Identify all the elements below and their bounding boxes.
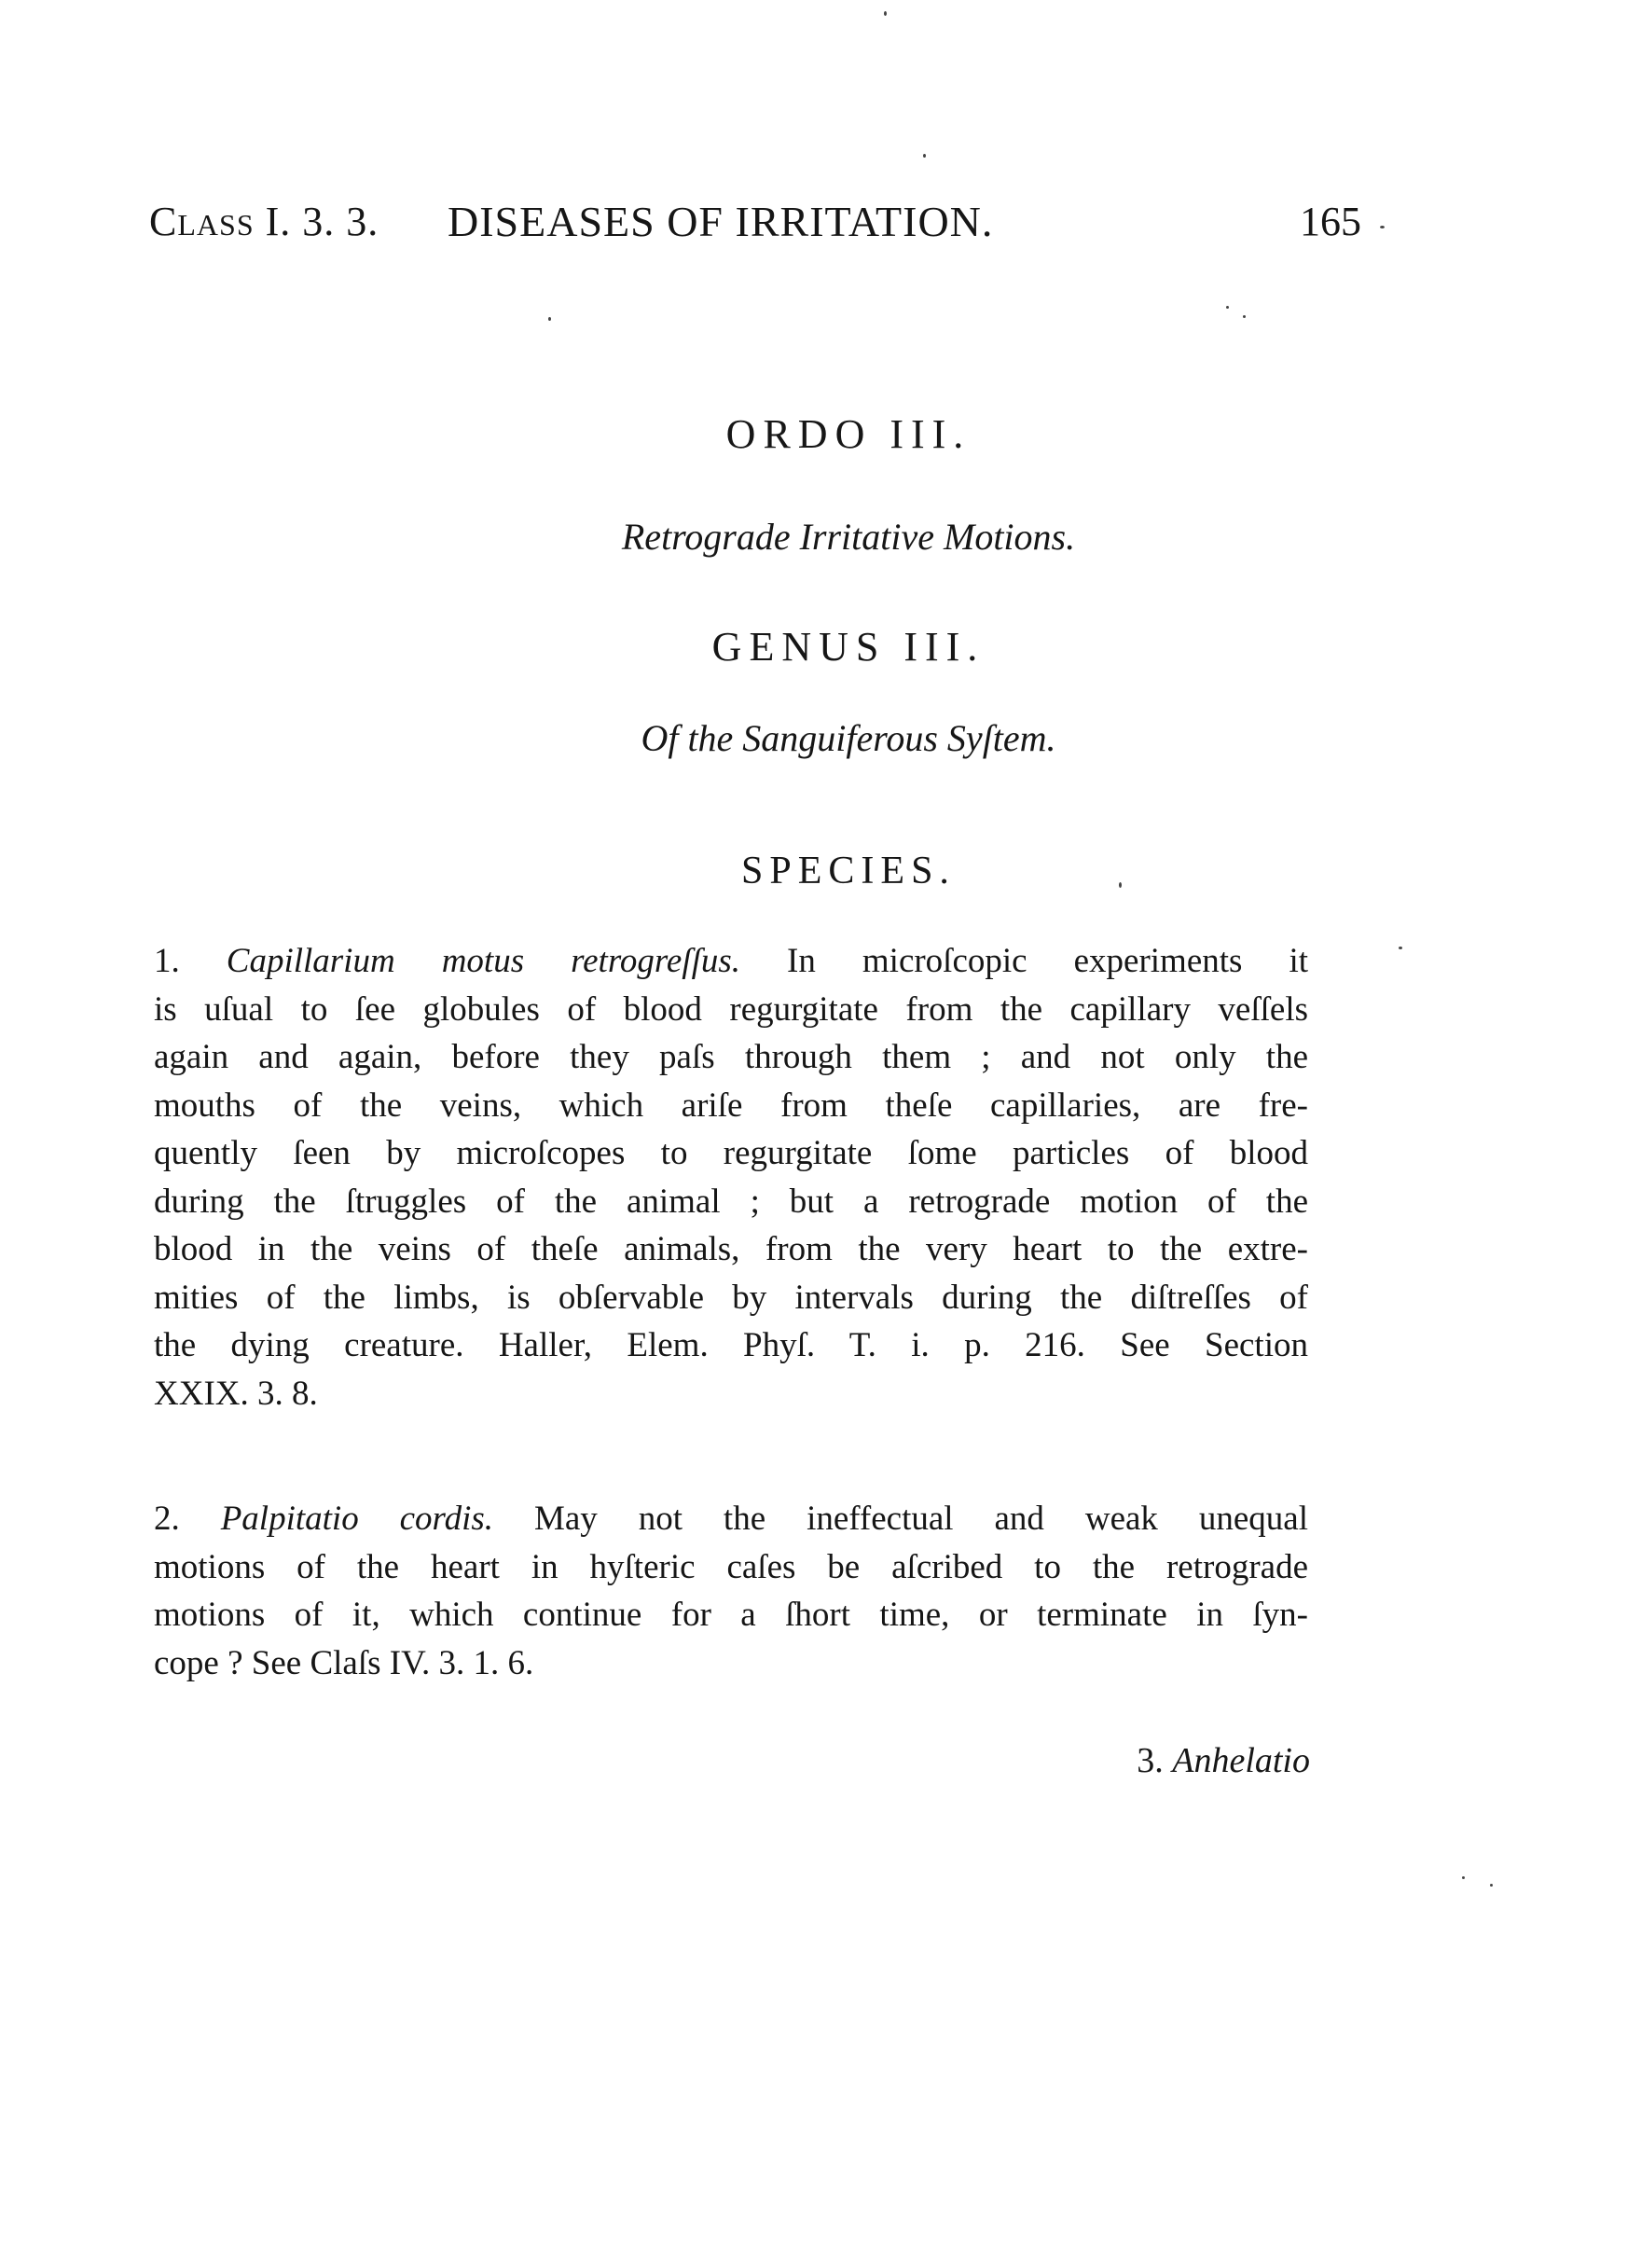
entry-line: during the ſtruggles of the animal ; but a retrograde motion of the	[154, 1182, 1308, 1221]
scan-speck	[548, 317, 551, 321]
class-prefix: C	[149, 199, 178, 244]
catchword-word: Anhelatio	[1172, 1741, 1310, 1780]
class-smallcaps: LASS	[177, 208, 255, 242]
entry-line: XXIX. 3. 8.	[154, 1374, 318, 1413]
scan-speck	[923, 154, 926, 158]
running-header	[149, 194, 1380, 250]
species-entry-2	[154, 1495, 1308, 1687]
entry-line: mouths of the veins, which ariſe from theſe capillaries, are fre-	[154, 1086, 1308, 1125]
entry-line: quently ſeen by microſcopes to regurgitate ſome particles of blood	[154, 1134, 1308, 1172]
entry-lead: Palpitatio cordis.	[220, 1500, 494, 1538]
species-entry-1	[154, 937, 1308, 1418]
scan-speck	[1462, 1876, 1465, 1879]
genus-subtitle: Of the Sanguiferous Syſtem.	[641, 717, 1056, 759]
ordo-heading: ORDO III.	[725, 411, 972, 457]
entry-text: May not the ineffectual and weak unequal	[493, 1500, 1308, 1538]
scan-speck	[884, 11, 887, 16]
entry-line: mities of the limbs, is obſervable by intervals during the diſtreſſes of	[154, 1278, 1308, 1317]
entry-text: In microſcopic experiments it	[740, 942, 1308, 980]
scan-speck	[1226, 306, 1229, 309]
entry-line: is uſual to ſee globules of blood regurgitate from the capillary veſſels	[154, 989, 1308, 1029]
entry-number: 2.	[154, 1500, 180, 1538]
catchword-number: 3.	[1137, 1741, 1164, 1780]
running-title: DISEASES OF IRRITATION.	[448, 198, 994, 245]
entry-line	[154, 937, 1308, 986]
page-number: 165	[1300, 199, 1361, 244]
genus-heading: GENUS III.	[711, 624, 986, 670]
entry-line: blood in the veins of theſe animals, from the very heart to the extre-	[154, 1230, 1308, 1268]
entry-lead: Capillarium motus retrogreſſus.	[226, 942, 741, 980]
entry-line: cope ? See Claſs IV. 3. 1. 6.	[154, 1643, 534, 1682]
ordo-subtitle: Retrograde Irritative Motions.	[621, 516, 1076, 558]
entry-line: motions of the heart in hyſteric caſes be aſcribed to the retrograde	[154, 1547, 1308, 1586]
catchword	[1137, 1736, 1310, 1785]
scan-speck	[1380, 226, 1385, 228]
entry-line: the dying creature. Haller, Elem. Phyſ. T. i. p. 216. See Section	[154, 1326, 1308, 1364]
class-ref-number: I. 3. 3.	[265, 199, 379, 244]
scan-speck	[1490, 1884, 1493, 1887]
scan-speck	[1399, 947, 1402, 949]
entry-number: 1.	[154, 942, 180, 980]
entry-line: motions of it, which continue for a ſhort time, or terminate in ſyn-	[154, 1596, 1308, 1634]
entry-line	[154, 1495, 1308, 1543]
entry-line: again and again, before they paſs through them ; and not only the	[154, 1038, 1308, 1076]
species-heading: SPECIES.	[741, 850, 956, 892]
scan-speck	[1243, 315, 1246, 318]
scan-speck	[1119, 882, 1122, 888]
class-reference	[149, 194, 379, 253]
